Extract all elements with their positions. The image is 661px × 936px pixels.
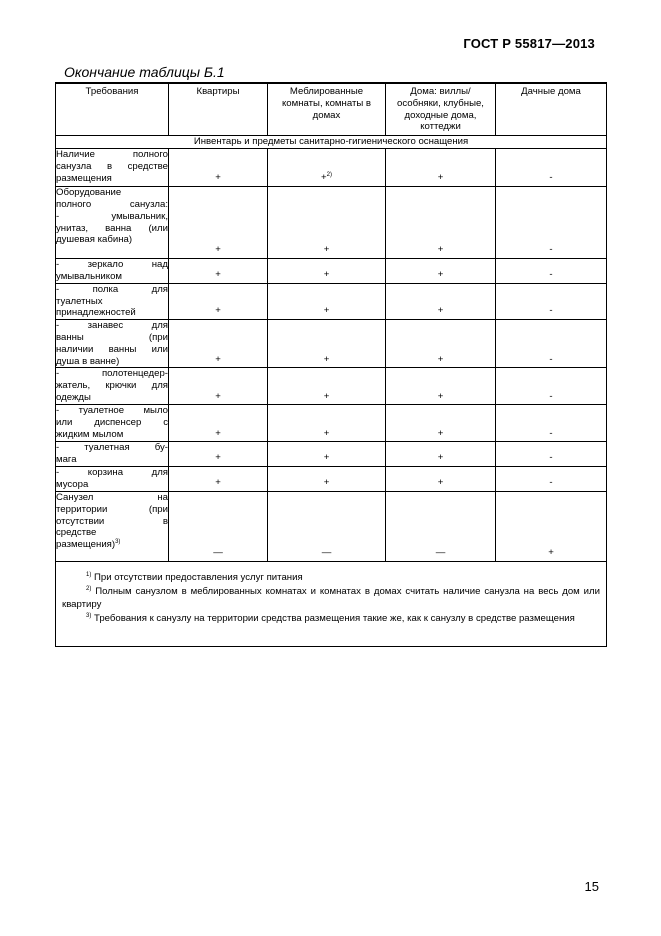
requirement-cell (56, 491, 169, 561)
requirement-line: мага (56, 454, 77, 466)
requirement-line: одежды (56, 391, 91, 403)
document-id: ГОСТ Р 55817—2013 (463, 36, 595, 51)
value-mark: + (215, 172, 221, 184)
value-cell (169, 149, 268, 187)
value-mark: + (215, 305, 221, 317)
value-cell (386, 368, 496, 405)
requirement-cell (56, 320, 169, 368)
value-cell (268, 368, 386, 405)
footnote (62, 572, 600, 585)
table-row (56, 405, 607, 442)
value-cell (268, 259, 386, 284)
col-header-furnished-rooms: Меблированные комнаты, комнаты в домах (268, 83, 386, 136)
value-cell (496, 283, 607, 319)
value-mark: + (215, 353, 221, 365)
value-mark: - (549, 268, 553, 280)
requirement-line: территории (при (56, 503, 168, 515)
value-cell (268, 466, 386, 491)
value-mark: + (437, 172, 444, 184)
requirement-cell (56, 442, 169, 467)
value-cell (268, 442, 386, 467)
value-mark: + (323, 427, 330, 439)
table-row (56, 491, 607, 561)
value-mark: + (323, 452, 330, 464)
table-row (56, 187, 607, 259)
value-cell (169, 259, 268, 284)
requirement-line: душа в ванне) (56, 355, 120, 367)
footnote-text: Полным санузлом в меблированных комнатах и комнатах в домах считать наличие санузла на весь дом или квартиру (62, 586, 600, 610)
requirement-cell (56, 368, 169, 405)
requirements-table (55, 82, 607, 647)
page-number: 15 (584, 879, 599, 894)
value-mark: + (437, 244, 444, 256)
footnote-mark: 1) (86, 571, 92, 578)
requirement-line: ванны (при (56, 331, 168, 343)
value-cell (169, 320, 268, 368)
value-mark: + (323, 268, 330, 280)
value-cell (496, 368, 607, 405)
table-row (56, 283, 607, 319)
value-cell (169, 491, 268, 561)
value-cell (386, 187, 496, 259)
value-cell (496, 405, 607, 442)
value-mark: + (437, 390, 444, 402)
requirement-line: жатель, крючки для (56, 380, 168, 392)
requirement-line: мусора (56, 478, 89, 490)
value-mark: + (437, 427, 444, 439)
requirement-line: полного санузла: (56, 198, 168, 210)
footnote (62, 586, 600, 611)
requirement-line: - туалетная бу- (56, 442, 168, 454)
value-mark: — (213, 547, 223, 559)
requirement-cell (56, 466, 169, 491)
value-cell (496, 466, 607, 491)
value-cell (496, 320, 607, 368)
table-row (56, 259, 607, 284)
value-mark: + (215, 268, 221, 280)
table-row (56, 320, 607, 368)
col-header-houses: Дома: виллы/особняки, клубные, доходные дома, коттеджи (386, 83, 496, 136)
col-header-country-houses: Дачные дома (496, 83, 607, 136)
value-mark: - (549, 305, 553, 317)
requirement-line: - умывальник, (56, 210, 168, 222)
requirement-line: - занавес для (56, 320, 168, 332)
value-mark: - (549, 452, 553, 464)
value-cell (169, 283, 268, 319)
table-row (56, 149, 607, 187)
footnote-text: При отсутствии предоставления услуг питания (91, 571, 303, 583)
footnote-ref: 3) (115, 538, 121, 545)
requirement-line: умывальником (56, 270, 122, 282)
requirement-line: - полотенцедер- (56, 368, 168, 380)
value-mark: — (435, 547, 446, 559)
value-cell (268, 320, 386, 368)
requirement-line: размещения (56, 172, 112, 184)
value-cell (268, 491, 386, 561)
table-row (56, 466, 607, 491)
value-mark: + (323, 244, 330, 256)
value-cell (169, 368, 268, 405)
requirement-cell (56, 283, 169, 319)
value-mark: + (215, 452, 221, 464)
value-cell (268, 149, 386, 187)
value-cell (268, 405, 386, 442)
value-mark: + (323, 353, 330, 365)
requirement-cell (56, 259, 169, 284)
requirement-line: - туалетное мыло (56, 405, 168, 417)
requirement-line: Санузел на (56, 491, 168, 503)
requirement-line: - зеркало над (56, 259, 168, 271)
value-cell (386, 491, 496, 561)
section-row (56, 136, 607, 149)
value-mark: + (323, 305, 330, 317)
value-cell (169, 442, 268, 467)
value-mark: + (437, 452, 444, 464)
value-cell (496, 442, 607, 467)
value-mark: + (548, 547, 554, 559)
value-cell (268, 283, 386, 319)
value-mark: + (323, 477, 330, 489)
value-mark: - (549, 353, 553, 365)
value-mark: + (437, 305, 444, 317)
value-cell (496, 187, 607, 259)
value-mark: + (323, 390, 330, 402)
value-cell (386, 320, 496, 368)
requirement-line: наличии ванны или (56, 343, 168, 355)
value-mark: + (215, 477, 221, 489)
requirement-line: унитаз, ванна (или (56, 222, 168, 234)
value-mark: + (215, 390, 221, 402)
requirement-line: Наличие полного (56, 149, 168, 161)
footnotes (56, 561, 607, 646)
value-mark: + (437, 268, 444, 280)
footnote-text: Требования к санузлу на территории средства размещения такие же, как к санузлу в средстве размещения (91, 613, 575, 625)
value-mark: - (549, 390, 553, 402)
value-cell (268, 187, 386, 259)
requirement-line: - корзина для (56, 466, 168, 478)
value-cell (386, 283, 496, 319)
requirement-line: или диспенсер с (56, 417, 168, 429)
value-cell (496, 259, 607, 284)
col-header-requirements: Требования (56, 83, 169, 136)
requirement-cell (56, 405, 169, 442)
value-cell (386, 442, 496, 467)
requirement-line: душевая кабина) (56, 234, 133, 246)
value-mark: + (437, 353, 444, 365)
requirement-line: средстве (56, 527, 97, 539)
col-header-apartments: Квартиры (169, 83, 268, 136)
requirement-line: размещения)$^{3)}$ (56, 538, 121, 551)
requirement-line: - полка для (56, 283, 168, 295)
requirement-line: принадлежностей (56, 307, 136, 319)
table-caption: Окончание таблицы Б.1 (64, 64, 225, 80)
requirement-cell (56, 149, 169, 187)
value-mark: - (549, 244, 553, 256)
value-cell (386, 149, 496, 187)
value-mark: + (215, 244, 221, 256)
value-cell (169, 405, 268, 442)
value-mark: + (321, 172, 327, 184)
table-row (56, 368, 607, 405)
value-mark: - (549, 477, 553, 489)
table-row (56, 442, 607, 467)
value-cell (386, 466, 496, 491)
section-title: Инвентарь и предметы санитарно-гигиенического оснащения (56, 136, 607, 149)
notes-row (56, 561, 607, 646)
value-cell (386, 405, 496, 442)
footnote (62, 613, 600, 626)
requirements-table-wrap (55, 82, 606, 647)
requirement-cell (56, 187, 169, 259)
value-cell (169, 187, 268, 259)
value-mark: — (321, 547, 332, 559)
value-mark: - (549, 172, 553, 184)
value-mark: - (549, 427, 553, 439)
footnote-mark: 2) (86, 586, 92, 593)
requirement-line: Оборудование (56, 187, 122, 199)
value-mark: + (437, 477, 444, 489)
requirement-line: отсутствии в (56, 515, 168, 527)
value-mark: + (215, 427, 221, 439)
value-cell (496, 149, 607, 187)
value-cell (496, 491, 607, 561)
footnote-mark: 3) (86, 613, 92, 620)
value-cell (386, 259, 496, 284)
requirement-line: санузла в средстве (56, 160, 168, 172)
value-cell (169, 466, 268, 491)
requirement-line: туалетных (56, 295, 103, 307)
footnote-ref: 2) (326, 172, 332, 179)
requirement-line: жидким мылом (56, 428, 124, 440)
